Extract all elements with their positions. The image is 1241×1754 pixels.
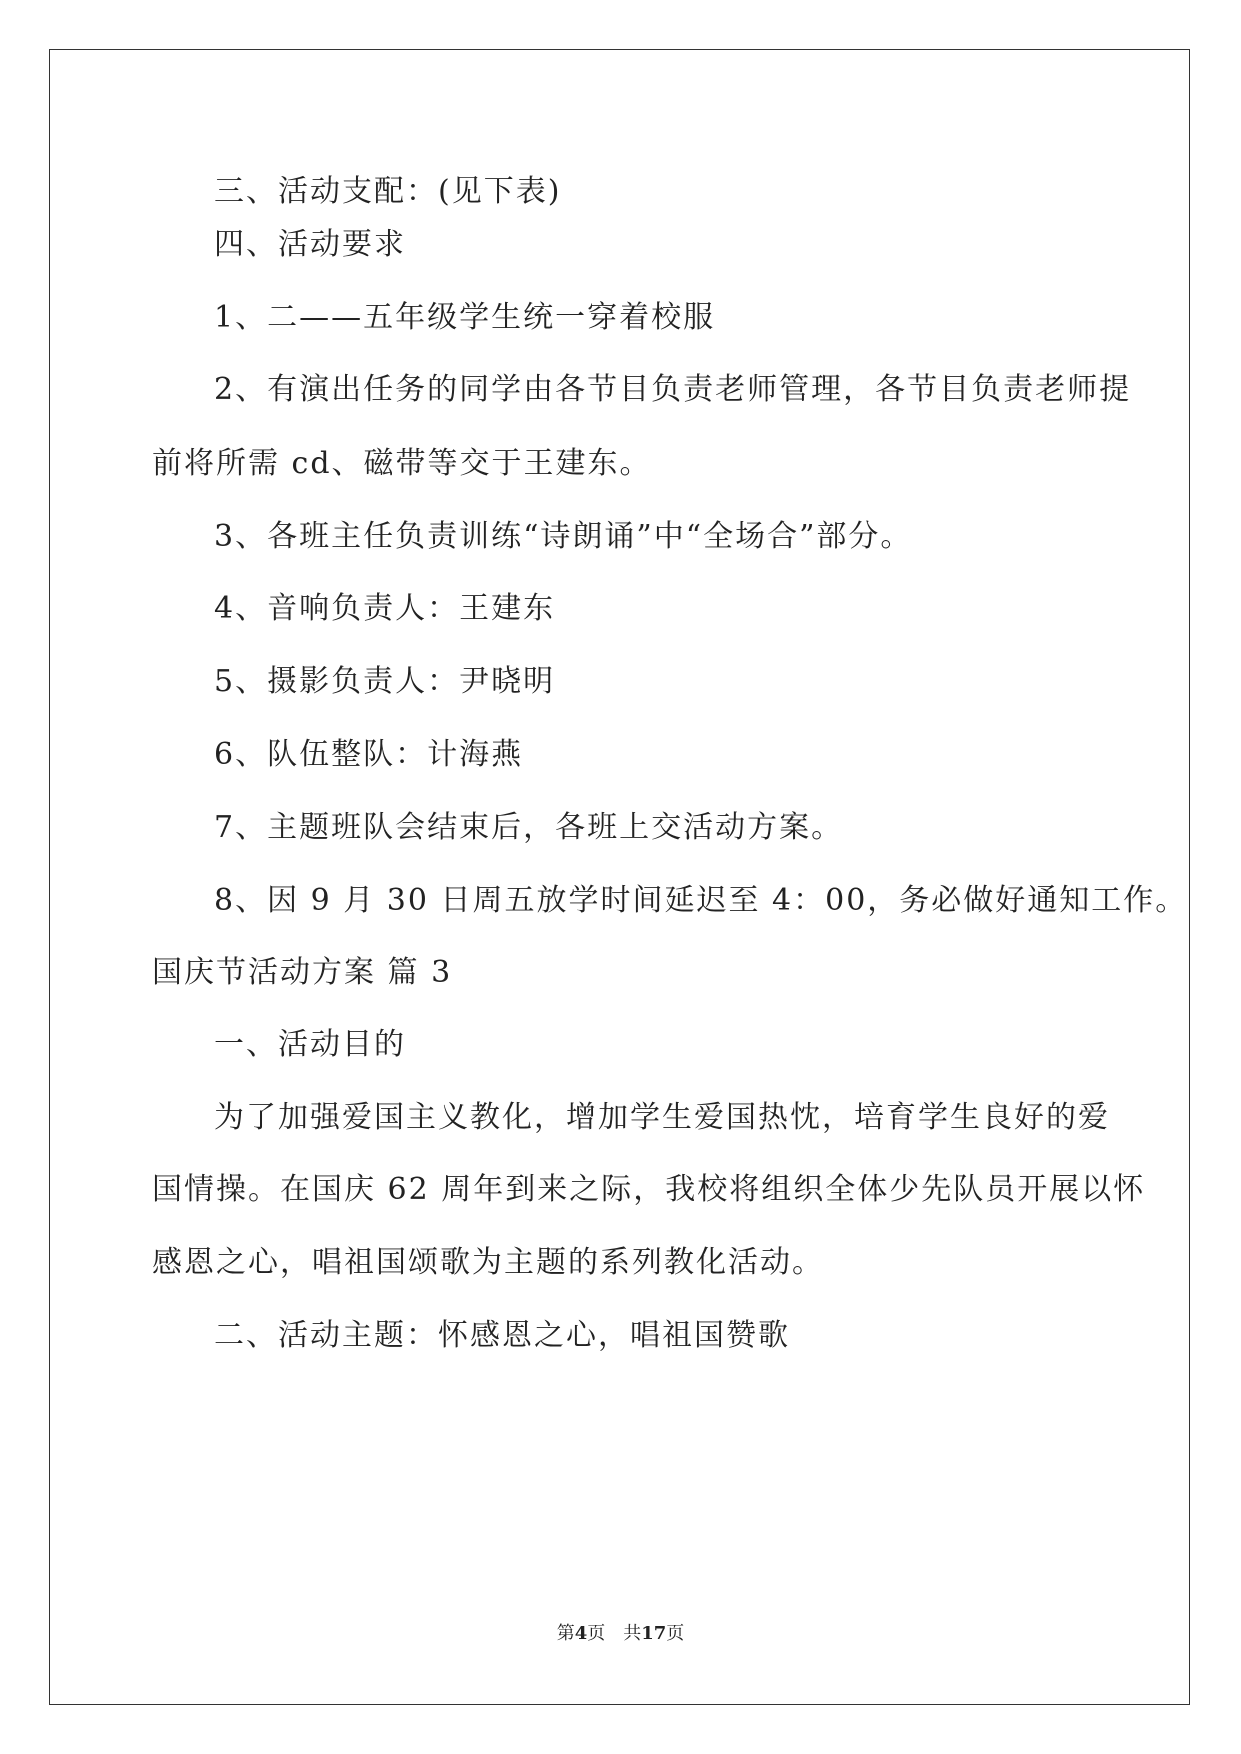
purpose-paragraph-line-2: 国情操。在国庆 62 周年到来之际，我校将组织全体少先队员开展以怀 (152, 1172, 1146, 1207)
footer-page-total: 17 (641, 1623, 667, 1644)
page-footer (0, 1622, 1241, 1646)
requirement-item-2-continued: 前将所需 cd、磁带等交于王建东。 (152, 446, 652, 481)
requirement-item-7: 7、主题班队会结束后，各班上交活动方案。 (214, 810, 844, 845)
purpose-paragraph-line-3: 感恩之心，唱祖国颂歌为主题的系列教化活动。 (152, 1245, 824, 1280)
requirement-item-3: 3、各班主任负责训练“诗朗诵”中“全场合”部分。 (214, 519, 913, 554)
section-heading-theme: 二、活动主题：怀感恩之心，唱祖国赞歌 (214, 1318, 790, 1353)
purpose-paragraph-line-1: 为了加强爱国主义教化，增加学生爱国热忱，培育学生良好的爱 (214, 1100, 1110, 1135)
section-heading-requirements: 四、活动要求 (214, 227, 406, 262)
requirement-item-5: 5、摄影负责人：尹晓明 (214, 664, 556, 699)
requirement-item-1: 1、二——五年级学生统一穿着校服 (214, 300, 716, 335)
requirement-item-4: 4、音响负责人：王建东 (214, 591, 556, 626)
footer-page-current: 4 (574, 1623, 588, 1644)
footer-total-suffix: 页 (666, 1623, 685, 1644)
section-heading-purpose: 一、活动目的 (214, 1027, 406, 1062)
footer-page-prefix: 第 (556, 1623, 575, 1644)
section-title-plan-3: 国庆节活动方案 篇 3 (152, 955, 453, 990)
requirement-item-8: 8、因 9 月 30 日周五放学时间延迟至 4：00，务必做好通知工作。 (214, 883, 1188, 918)
section-heading-schedule: 三、活动支配：(见下表) (214, 174, 562, 209)
footer-page-suffix: 页 (587, 1623, 606, 1644)
requirement-item-2: 2、有演出任务的同学由各节目负责老师管理，各节目负责老师提 (214, 372, 1132, 407)
footer-total-prefix: 共 (623, 1623, 642, 1644)
requirement-item-6: 6、队伍整队：计海燕 (214, 737, 524, 772)
